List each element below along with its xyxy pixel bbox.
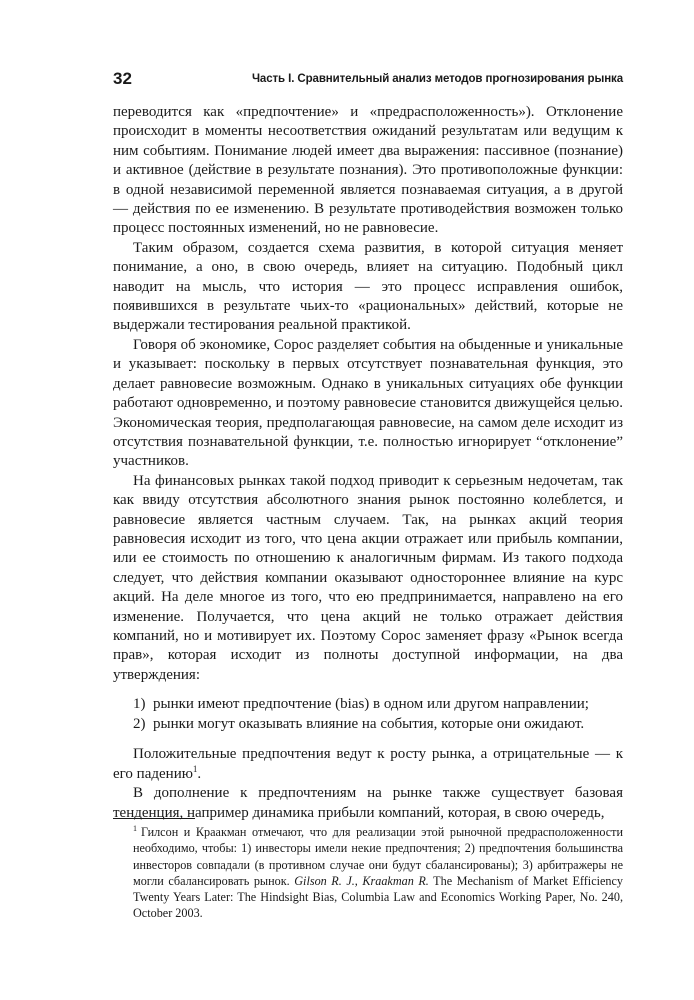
- paragraph: [113, 745, 623, 784]
- footnote-divider: [113, 818, 195, 819]
- footnote-mark: 1: [133, 823, 137, 833]
- footnote-reference[interactable]: 1: [192, 763, 198, 774]
- paragraph-text: Положительные предпочтения ведут к росту рынка, а отрицательные — к его падению: [113, 746, 623, 782]
- footnote-authors: Gilson R. J., Kraakman R.: [294, 873, 429, 888]
- main-text: [113, 103, 623, 823]
- list-item: 1) рынки имеют предпочтение (bias) в одном или другом направлении;: [133, 696, 589, 713]
- paragraph: Таким образом, создается схема развития, в которой ситуация меняет понимание, а оно, в свою очередь, влияет на ситуацию. Подобный цикл наводит на мысль, что история — это процесс исправления ошибок, появившихся в результате чьих-то «рациональных» действий, которые не выдержали тестирования реальной практикой.: [113, 239, 623, 334]
- paragraph-end: .: [197, 765, 202, 782]
- running-head: Часть I. Сравнительный анализ методов прогнозирования рынка: [251, 73, 623, 85]
- paragraph: На финансовых рынках такой подход приводит к серьезным недочетам, так как ввиду отсутствия абсолютного знания рынок постоянно колеблется, и равновесие является частным случаем. Так, на рынках акций теория равновесия исходит из того, что цена акции отражает или прибыль компании, или ее стоимость по отношению к аналогичным фирмам. Из такого подхода следует, что действия компании оказывают одностороннее влияние на курс акций. На деле многое из того, что ею предпринимается, направлено на его изменение. Получается, что цена акций не только отражает действия компаний, но и мотивирует их. Поэтому Сорос заменяет фразу «Рынок всегда прав», которая исходит из полноты доступной информации, на два утверждения:: [113, 472, 623, 683]
- footnote-body: Гилсон и Краакман отмечают, что для реализации этой рыночной предрасположенности необходимо, чтобы: 1) инвесторы имели некие предпочтения; 2) предпочтения большинства инвесторов совпадали (в противном случае они будут сбалансированы); 3) арбитражеры не могли сбалансировать рынок.: [133, 825, 623, 888]
- paragraph: переводится как «предпочтение» и «предрасположенность»). Отклонение происходит в моменты несоответствия ожиданий результатам или ведущим к ним событиям. Понимание людей имеет два выражения: пассивное (познание) и активное (действие в результате познания). Это противоположные функции: в одной независимой переменной является познаваемая ситуация, а в другой — действия по ее изменению. В результате противодействия возможен только процесс постоянных изменений, но не равновесие.: [113, 104, 623, 237]
- footnote-text: [113, 824, 623, 922]
- footnote-citation: The Mechanism of Market Efficiency Twenty Years Later: The Hindsight Bias, Columbia Law and Economics Working Paper, No. 240, October 2003.: [133, 873, 623, 921]
- page-header: [113, 68, 623, 90]
- list-item: 2) рынки могут оказывать влияние на события, которые они ожидают.: [133, 715, 585, 732]
- paragraph: В дополнение к предпочтениям на рынке также существует базовая тенденция, например динамика прибыли компаний, которая, в свою очередь,: [113, 785, 623, 821]
- paragraph: Говоря об экономике, Сорос разделяет события на обыденные и уникальные и указывает: поскольку в первых отсутствует познавательная функция, это делает равновесие возможным. Однако в уникальных ситуациях обе функции работают одновременно, и поэтому равновесие становится движущейся целью. Экономическая теория, предполагающая равновесие, на самом деле исходит из отсутствия познавательной функции, т.е. полностью игнорирует “отклонение” участников.: [113, 336, 623, 470]
- numbered-list: [133, 695, 623, 734]
- footnote: [113, 824, 623, 922]
- page-number: 32: [113, 69, 132, 88]
